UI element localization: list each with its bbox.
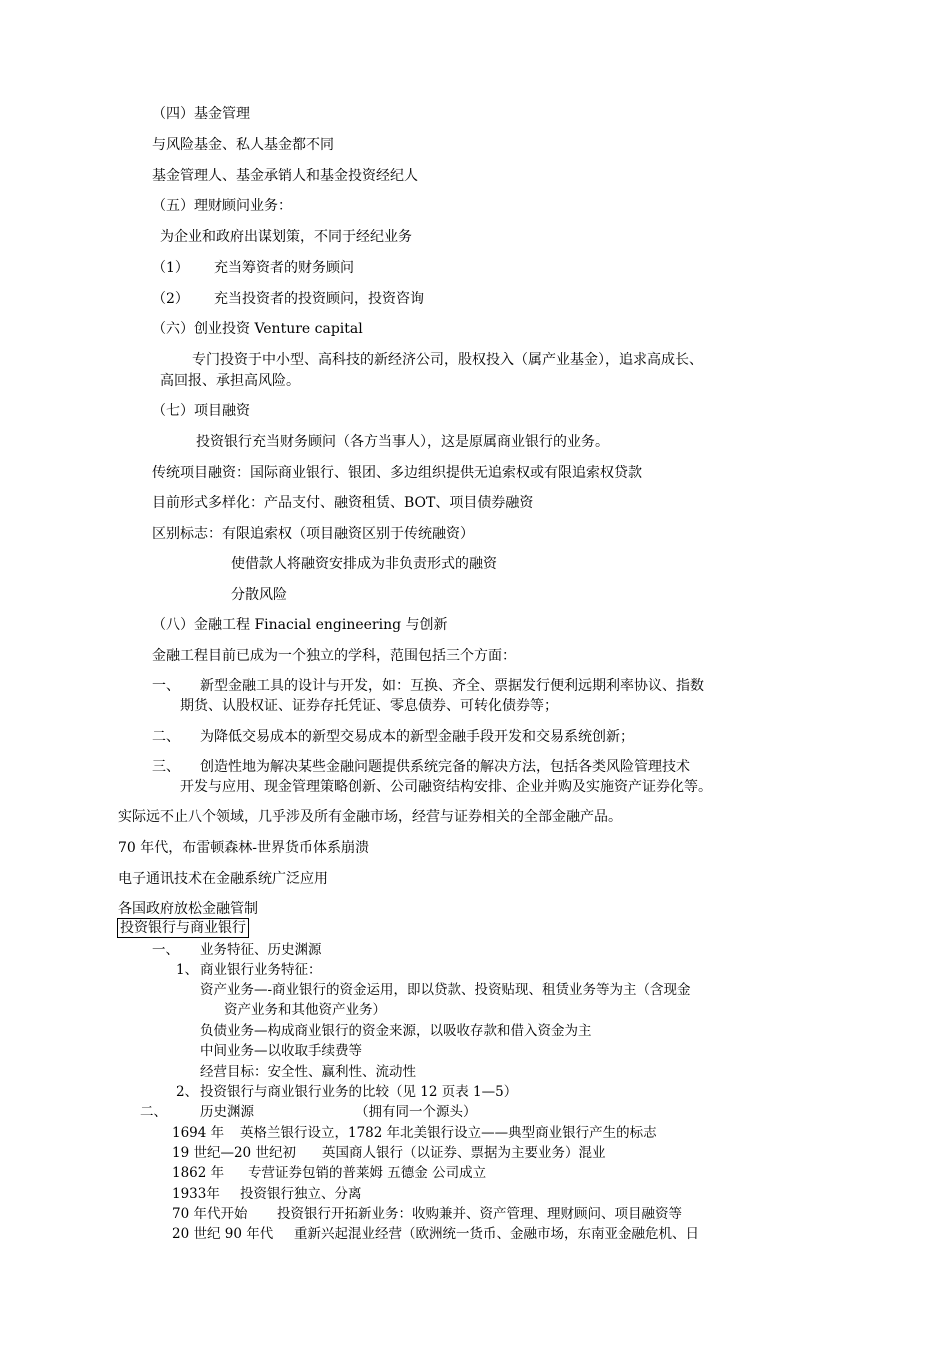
timeline-event: 投资银行独立、分离: [240, 1186, 362, 1202]
paragraph: 基金管理人、基金承销人和基金投资经纪人: [152, 168, 418, 184]
timeline-event: 英格兰银行设立，1782 年北美银行设立——典型商业银行产生的标志: [240, 1125, 657, 1141]
timeline-year: 70 年代开始: [172, 1206, 248, 1222]
paragraph: 传统项目融资：国际商业银行、银团、多边组织提供无追索权或有限追索权贷款: [152, 465, 642, 481]
list-item: 期货、认股权证、证券存托凭证、零息债券、可转化债券等；: [180, 698, 558, 714]
list-item: 充当投资者的投资顾问，投资咨询: [214, 291, 424, 307]
list-marker: 一、: [152, 678, 180, 694]
paragraph: 目前形式多样化：产品支付、融资租赁、BOT、项目债券融资: [152, 495, 534, 511]
list-item: 中间业务—以收取手续费等: [200, 1043, 362, 1059]
paragraph: 区别标志：有限追索权（项目融资区别于传统融资）: [152, 526, 474, 542]
paragraph: 为企业和政府出谋划策，不同于经纪业务: [160, 229, 412, 245]
list-marker: 二、: [152, 729, 180, 745]
timeline-event: 英国商人银行（以证券、票据为主要业务）混业: [322, 1145, 606, 1161]
list-marker: 二、: [140, 1104, 167, 1120]
list-item: 资产业务和其他资产业务）: [224, 1002, 386, 1018]
list-item: 历史渊源: [200, 1104, 254, 1120]
timeline-event: 专营证券包销的普莱姆 五德金 公司成立: [248, 1165, 487, 1181]
paragraph: 高回报、承担高风险。: [160, 373, 300, 389]
list-marker: （1）: [152, 260, 189, 276]
heading-project-finance: （七）项目融资: [152, 403, 250, 419]
list-marker: 1、: [176, 962, 199, 978]
paragraph: 投资银行充当财务顾问（各方当事人），这是原属商业银行的业务。: [196, 434, 609, 450]
list-marker: 一、: [152, 942, 179, 958]
paragraph: 与风险基金、私人基金都不同: [152, 137, 334, 153]
paragraph: 70 年代，布雷顿森林-世界货币体系崩溃: [118, 840, 369, 856]
list-marker: （2）: [152, 291, 189, 307]
paragraph: 电子通讯技术在金融系统广泛应用: [118, 871, 328, 887]
list-item: 经营目标：安全性、赢利性、流动性: [200, 1064, 416, 1080]
timeline-event: 投资银行开拓新业务：收购兼并、资产管理、理财顾问、项目融资等: [277, 1206, 682, 1222]
list-item: 负债业务—构成商业银行的资金来源，以吸收存款和借入资金为主: [200, 1023, 592, 1039]
list-marker: 三、: [152, 759, 180, 775]
heading-venture: （六）创业投资 Venture capital: [152, 321, 363, 337]
timeline-year: 1862 年: [172, 1165, 225, 1181]
heading-fund-management: （四）基金管理: [152, 106, 250, 122]
timeline-year: 20 世纪 90 年代: [172, 1226, 274, 1242]
list-item: 投资银行与商业银行业务的比较（见 12 页表 1—5）: [200, 1084, 518, 1100]
paragraph: 使借款人将融资安排成为非负责形式的融资: [231, 556, 497, 572]
paragraph: 实际远不止八个领域，几乎涉及所有金融市场，经营与证券相关的全部金融产品。: [118, 809, 622, 825]
list-item-note: （拥有同一个源头）: [355, 1104, 477, 1120]
list-item: 新型金融工具的设计与开发，如：互换、齐全、票据发行便利远期利率协议、指数: [200, 678, 704, 694]
list-marker: 2、: [176, 1084, 199, 1100]
timeline-event: 重新兴起混业经营（欧洲统一货币、金融市场，东南亚金融危机、日: [294, 1226, 699, 1242]
list-item: 业务特征、历史渊源: [200, 942, 322, 958]
list-item: 开发与应用、现金管理策略创新、公司融资结构安排、企业并购及实施资产证券化等。: [180, 779, 712, 795]
list-item: 商业银行业务特征：: [200, 962, 322, 978]
paragraph: 分散风险: [231, 587, 287, 603]
paragraph: 金融工程目前已成为一个独立的学科，范围包括三个方面：: [152, 648, 516, 664]
paragraph: 专门投资于中小型、高科技的新经济公司，股权投入（属产业基金），追求高成长、: [192, 352, 703, 368]
heading-financial-engineering: （八）金融工程 Finacial engineering 与创新: [152, 617, 448, 633]
heading-advisory: （五）理财顾问业务：: [152, 198, 292, 214]
list-item: 为降低交易成本的新型交易成本的新型金融手段开发和交易系统创新；: [200, 729, 634, 745]
timeline-year: 19 世纪—20 世纪初: [172, 1145, 296, 1161]
timeline-year: 1933年: [172, 1186, 220, 1202]
list-item: 充当筹资者的财务顾问: [214, 260, 354, 276]
list-item: 资产业务—-商业银行的资金运用，即以贷款、投资贴现、租赁业务等为主（含现金: [200, 982, 691, 998]
list-item: 创造性地为解决某些金融问题提供系统完备的解决方法，包括各类风险管理技术: [200, 759, 690, 775]
section-title: 投资银行与商业银行: [117, 918, 249, 938]
paragraph: 各国政府放松金融管制: [118, 901, 258, 917]
timeline-year: 1694 年: [172, 1125, 225, 1141]
